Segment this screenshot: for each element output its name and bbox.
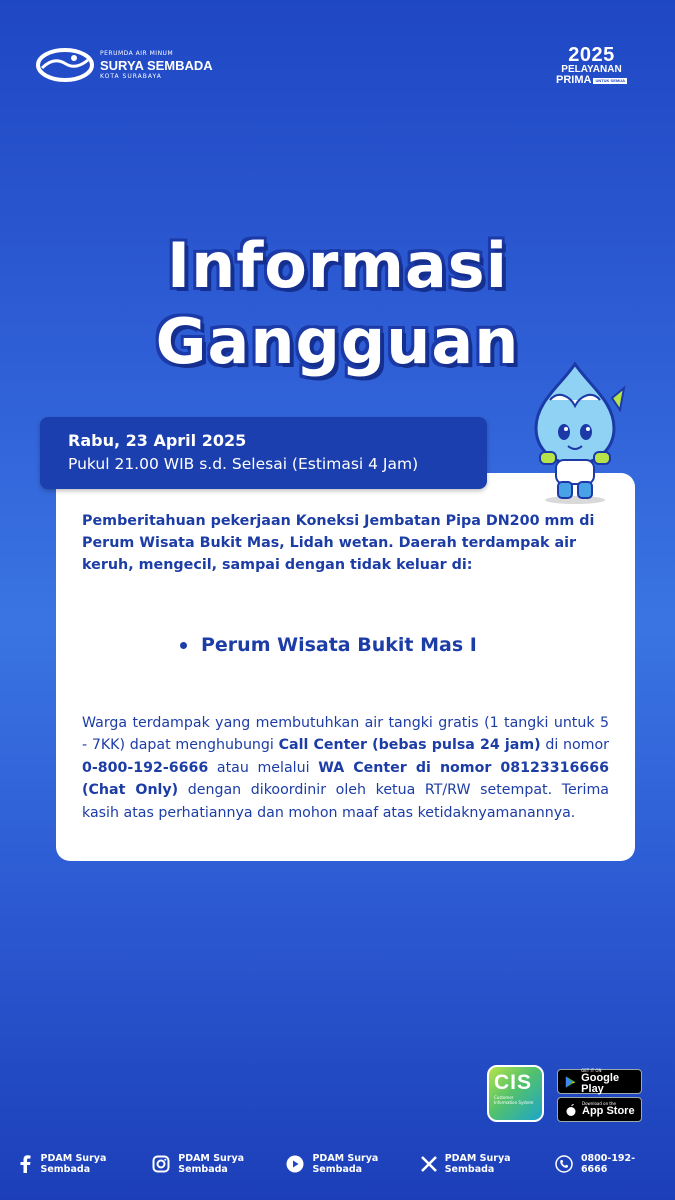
app-store-name: App Store [582, 1105, 635, 1117]
google-play-top: GET IT ON [581, 1067, 602, 1073]
title-line2: Gangguan [155, 305, 520, 378]
phone-label: 0800-192-6666 [580, 1153, 636, 1175]
google-play-badge[interactable] [557, 1069, 642, 1094]
x-label: PDAM Surya Sembada [444, 1153, 511, 1175]
footer-youtube[interactable] [286, 1153, 404, 1175]
logo-main-text: SURYA SEMBADA [100, 57, 213, 73]
footer-phone[interactable] [555, 1153, 642, 1175]
facebook-label: PDAM Surya Sembada [40, 1153, 107, 1175]
footer-x[interactable] [421, 1153, 539, 1175]
cis-sub: Customer Information System [494, 1095, 534, 1105]
footer-facebook[interactable] [18, 1153, 136, 1175]
badge-line1: PELAYANAN [561, 64, 622, 75]
schedule-day: Rabu, 23 April 2025 [68, 431, 247, 450]
instagram-label: PDAM Surya Sembada [178, 1153, 245, 1175]
notice-body [82, 712, 609, 824]
google-play-icon [564, 1075, 577, 1089]
footer-instagram[interactable] [152, 1153, 270, 1175]
badge-line2: PRIMA [555, 74, 592, 86]
phone-icon [555, 1155, 573, 1173]
affected-area-label: Perum Wisata Bukit Mas I [201, 634, 477, 656]
schedule-box [40, 417, 487, 489]
google-play-name: Google Play [581, 1071, 620, 1095]
body-text-5: atau melalui [208, 759, 319, 776]
page-title [0, 228, 675, 380]
facebook-icon [18, 1155, 33, 1173]
apple-icon [564, 1103, 578, 1117]
body-text-1: Warga terdampak yang membutuhkan air tangki gratis (1 tangki untuk 5 - 7KK) dapat menghubungi [82, 715, 609, 754]
app-store-top: Download on the [582, 1101, 616, 1106]
instagram-icon [152, 1155, 170, 1173]
call-center-label: Call Center (bebas pulsa 24 jam) [278, 737, 541, 754]
badge-year: 2025 [568, 44, 615, 66]
social-footer [18, 1153, 658, 1175]
logo-city-text: KOTA SURABAYA [100, 72, 162, 80]
body-text-3: di nomor [540, 737, 609, 754]
affected-area-item [180, 634, 477, 656]
wa-center-number: WA Center di nomor 08123316666 (Chat Only) [82, 759, 609, 799]
app-store-badge[interactable] [557, 1097, 642, 1122]
wave-logo-icon [36, 46, 94, 84]
x-icon [421, 1155, 437, 1173]
youtube-icon [286, 1155, 304, 1173]
badge-tag: UNTUK SEMUA [595, 77, 625, 83]
logo-small-text: PERUMDA AIR MINUM [100, 49, 174, 57]
notice-intro: Pemberitahuan pekerjaan Koneksi Jembatan Pipa DN200 mm di Perum Wisata Bukit Mas, Lidah wetan. Daerah terdampak air keruh, mengecil, sampai dengan tidak keluar di: [82, 513, 595, 573]
cis-label: CIS [494, 1071, 533, 1094]
call-center-number: 0-800-192-6666 [82, 759, 209, 776]
water-drop-mascot-icon [520, 360, 630, 505]
schedule-time: Pukul 21.00 WIB s.d. Selesai (Estimasi 4 Jam) [68, 455, 419, 473]
bullet-icon [180, 642, 187, 649]
title-line1: Informasi [167, 229, 508, 302]
cis-app-icon[interactable] [487, 1065, 544, 1122]
youtube-label: PDAM Surya Sembada [312, 1153, 379, 1175]
body-text-7: dengan dikoordinir oleh ketua RT/RW setempat. Terima kasih atas perhatiannya dan mohon maaf atas ketidaknyamanannya. [82, 782, 609, 821]
pelayanan-prima-badge [556, 45, 627, 86]
company-logo [36, 46, 213, 84]
